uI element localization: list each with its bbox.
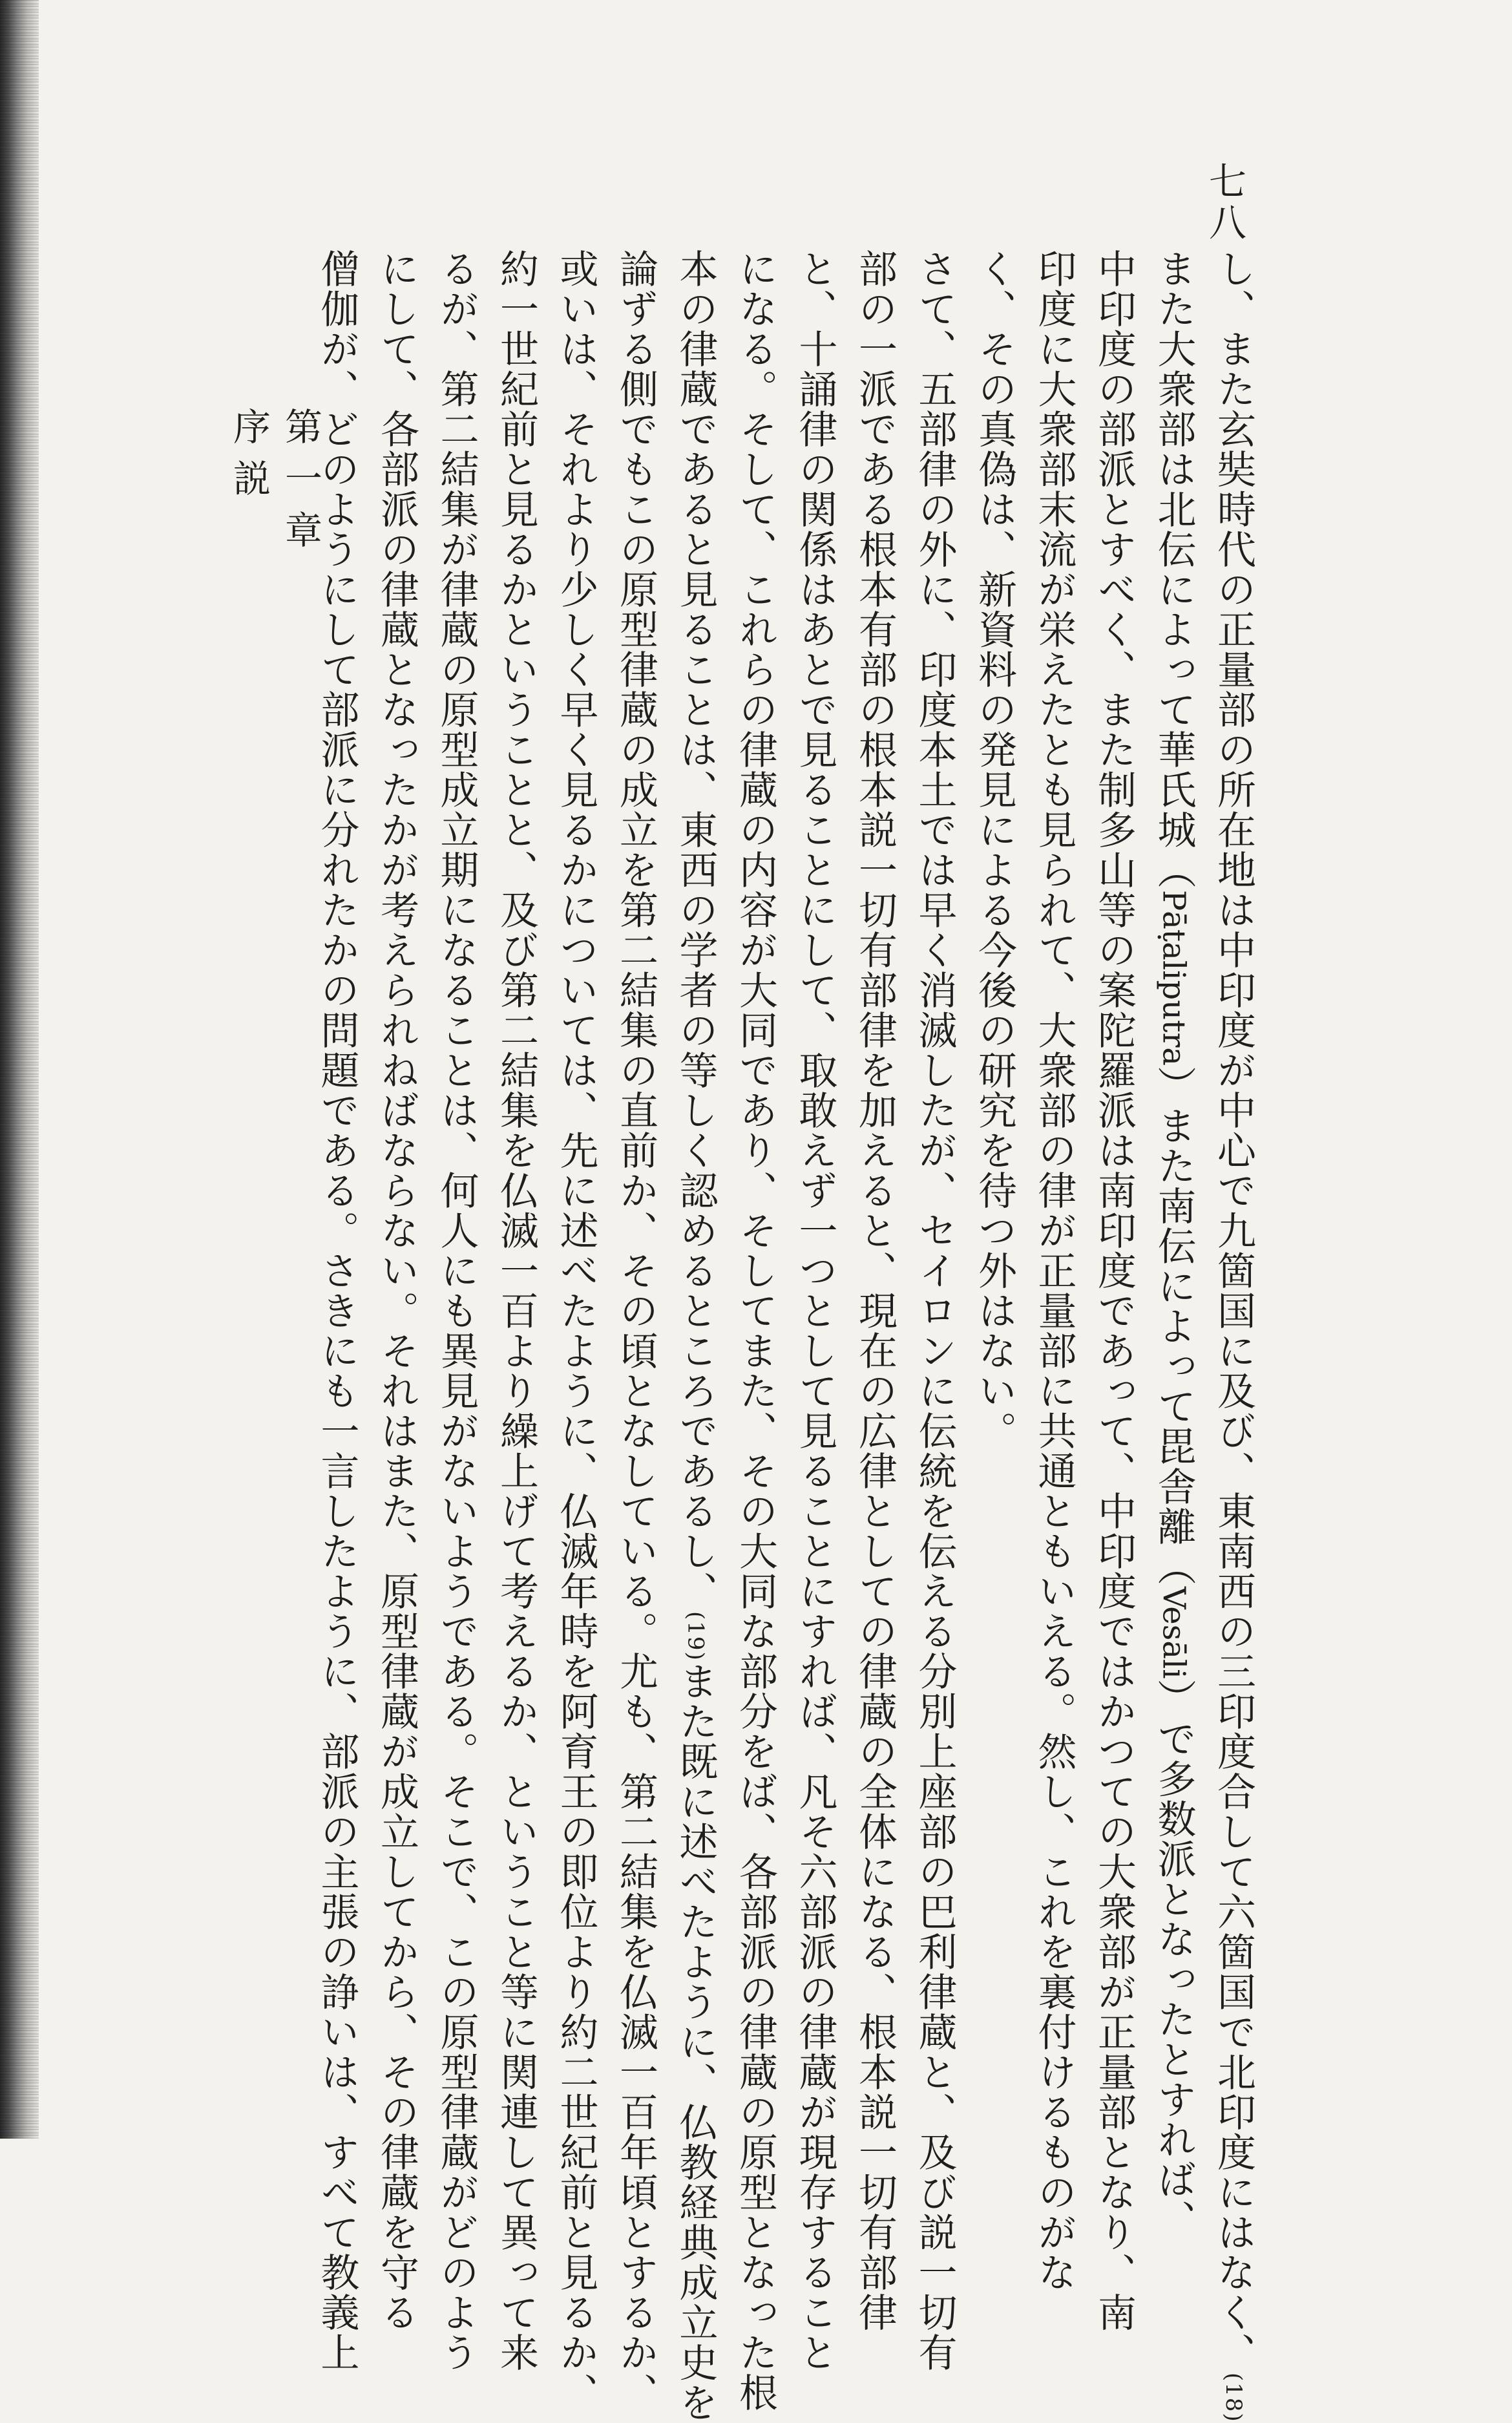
footnote-ref-19: (19) [682, 1611, 709, 1662]
text-column: 印度に大衆部末流が栄えたとも見られて、大衆部の律が正量部に共通ともいえる。然し、これを裏付けるものがな [1031, 249, 1077, 2292]
text-column: し、また玄奘時代の正量部の所在地は中印度が中心で九箇国に及び、東南西の三印度合して六箇国で北印度にはなく、(18) [1211, 249, 1256, 2423]
text-column: 約一世紀前と見るかということと、及び第二結集を仏滅一百より繰上げて考えるか、ということ等に関連して異って来 [494, 249, 539, 2373]
text-column: さて、五部律の外に、印度本土では早く消滅したが、セイロンに伝統を伝える分別上座部の巴利律蔵と、及び説一切有 [912, 249, 958, 2373]
page-number: 七八 [1202, 162, 1246, 244]
text-column: になる。そして、これらの律蔵の内容が大同であり、そしてまた、その大同な部分をば、各部派の律蔵の原型となった根 [733, 249, 778, 2413]
binding-shadow [0, 0, 39, 2139]
text-column: 中印度の部派とすべく、また制多山等の案陀羅派は南印度であって、中印度ではかつての大衆部が正量部となり、南 [1091, 249, 1137, 2333]
running-head: 第一章 序説 [227, 407, 322, 562]
text-column: 部の一派である根本有部の根本説一切有部律を加えると、現在の広律としての律蔵の全体になる、根本説一切有部律 [852, 249, 898, 2333]
footnote-ref-18: (18) [1221, 2373, 1246, 2423]
text-column: 或いは、それより少しく早く見るかについては、先に述べたように、仏滅年時を阿育王の即位より約二世紀前と見るか、 [553, 249, 599, 2413]
text-column: にして、各部派の律蔵となったかが考えられねばならない。それはまた、原型律蔵が成立してから、その律蔵を守る [374, 249, 419, 2333]
text-column: く、その真偽は、新資料の発見による今後の研究を待つ外はない。 [972, 249, 1017, 1451]
text-column: また大衆部は北伝によって華氏城（Pāṭaliputra）また南伝によって毘舎離（Vesāli）で多数派となったとすれば、 [1151, 249, 1197, 2240]
text-column: 本の律蔵であると見ることは、東西の学者の等しく認めるところであるし、(19)また既に述べたように、仏教経典成立史を [673, 249, 719, 2423]
text-column: 論ずる側でもこの原型律蔵の成立を第二結集の直前か、その頃となしている。尤も、第二結集を仏滅一百年頃とするか、 [613, 249, 658, 2413]
text-column: るが、第二結集が律蔵の原型成立期になることは、何人にも異見がないようである。そこで、この原型律蔵がどのよう [434, 249, 479, 2373]
text-column: 僧伽が、どのようにして部派に分れたかの問題である。さきにも一言したように、部派の主張の諍いは、すべて教義上 [314, 249, 360, 2373]
text-column: と、十誦律の関係はあとで見ることにして、取敢えず一つとして見ることにすれば、凡そ六部派の律蔵が現存すること [792, 249, 838, 2373]
body-text [187, 249, 1263, 2423]
